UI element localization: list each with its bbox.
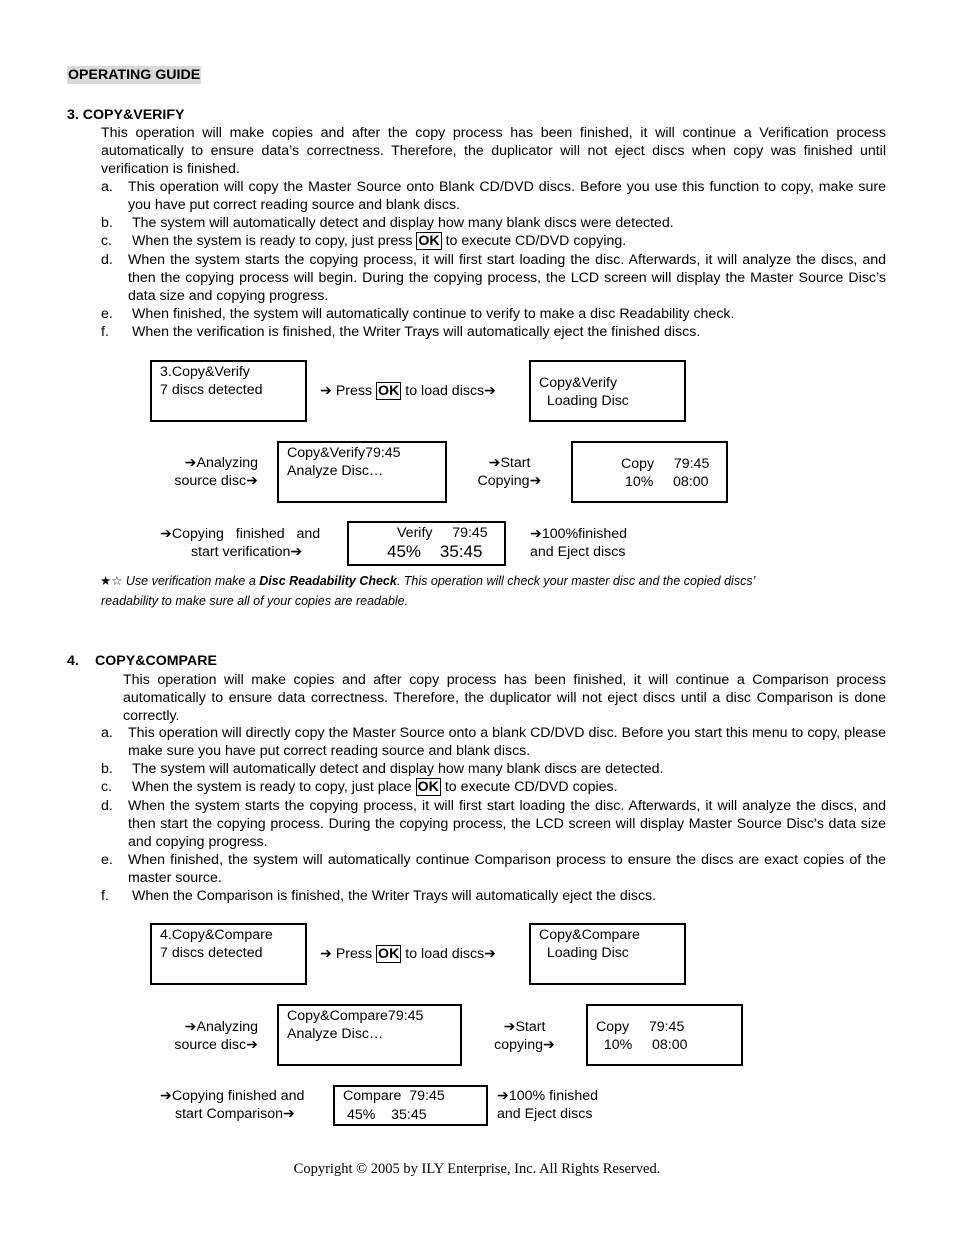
section-4-item-b: b. The system will automatically detect and display how many blank discs are detected. bbox=[101, 761, 664, 777]
section-4-title: COPY&COMPARE bbox=[95, 653, 217, 669]
flow-step-press-ok: ➔ Press OK to load discs➔ bbox=[320, 383, 497, 399]
section-4-item-c: c. When the system is ready to copy, just place OK to execute CD/DVD copies. bbox=[101, 779, 618, 795]
flow-step-start-copying: ➔Start copying➔ bbox=[494, 1019, 555, 1053]
lcd-screen-copy-progress: Copy 79:45 10% 08:00 bbox=[571, 441, 728, 503]
flow-step-start-comparison: ➔Copying finished and start Comparison➔ bbox=[160, 1088, 305, 1122]
lcd-screen-loading-disc: Copy&Compare Loading Disc bbox=[529, 923, 686, 985]
lcd-screen-copy-progress: Copy 79:45 10% 08:00 bbox=[586, 1004, 743, 1066]
page-title: OPERATING GUIDE bbox=[68, 67, 201, 83]
section-4-item-d: d. When the system starts the copying process, it will first start loading the disc. Afterwards, it will analyze the discs, and then start the copying process. During the copying process, the LCD screen will display Master Source Disc’s data size and copying progress. bbox=[101, 798, 886, 850]
lcd-screen-analyze-disc: Copy&Compare79:45 Analyze Disc… bbox=[277, 1004, 462, 1066]
flow-step-start-verification: ➔Copying finished and start verification➔ bbox=[160, 526, 321, 560]
star-icon: ★☆ bbox=[100, 574, 126, 588]
section-3-item-d: d. When the system starts the copying process, it will first start loading the disc. Afterwards, it will analyze the discs, and then the copying process will begin. During the copying process, the LCD screen will display the Master Source Disc’s data size and copying progress. bbox=[101, 252, 886, 304]
lcd-screen-verify-progress: Verify 79:45 45% 35:45 bbox=[347, 521, 506, 566]
flow-step-press-ok: ➔ Press OK to load discs➔ bbox=[320, 946, 497, 962]
flow-step-finished-eject: ➔100% finished and Eject discs bbox=[497, 1088, 599, 1122]
section-4-intro: This operation will make copies and after copy process has been finished, it will continue a Comparison process automatically to ensure data correctness. Therefore, the duplicator will not eject discs until a disc Comparison is done correctly. bbox=[123, 672, 886, 724]
section-3-item-c: c. When the system is ready to copy, just press OK to execute CD/DVD copying. bbox=[101, 233, 627, 249]
lcd-screen-copy-verify-menu: 3.Copy&Verify 7 discs detected bbox=[150, 360, 307, 422]
ok-key-label: OK bbox=[378, 946, 400, 962]
lcd-screen-loading-disc: Copy&Verify Loading Disc bbox=[529, 360, 686, 422]
section-3-item-e: e. When finished, the system will automatically continue to verify to make a disc Readability check. bbox=[101, 306, 735, 322]
section-3-item-a: a. This operation will copy the Master Source onto Blank CD/DVD discs. Before you use this function to copy, make sure you have put correct reading source and blank discs. bbox=[101, 179, 886, 213]
ok-key-label: OK bbox=[378, 383, 400, 399]
section-3-title: 3. COPY&VERIFY bbox=[67, 107, 185, 123]
lcd-screen-copy-compare-menu: 4.Copy&Compare 7 discs detected bbox=[150, 923, 307, 985]
flow-step-finished-eject: ➔100%finished and Eject discs bbox=[530, 526, 628, 560]
lcd-screen-compare-progress: Compare 79:45 45% 35:45 bbox=[333, 1085, 488, 1126]
ok-key-label: OK bbox=[417, 779, 439, 795]
section-3-item-f: f. When the verification is finished, the Writer Trays will automatically eject the finished discs. bbox=[101, 324, 701, 340]
verification-note-line-2: readability to make sure all of your copies are readable. bbox=[101, 594, 409, 608]
ok-key-label: OK bbox=[418, 233, 440, 249]
flow-step-analyzing: ➔Analyzing source disc➔ bbox=[174, 455, 258, 489]
section-4-item-f: f. When the Comparison is finished, the Writer Trays will automatically eject the discs. bbox=[101, 888, 657, 904]
flow-step-start-copying: ➔Start Copying➔ bbox=[477, 455, 542, 489]
section-4-number: 4. bbox=[67, 653, 79, 669]
section-4-item-a: a. This operation will directly copy the Master Source onto a blank CD/DVD disc. Before you start this menu to copy, please make sure you have put correct reading source and blank discs. bbox=[101, 725, 886, 759]
section-4-item-e: e. When finished, the system will automatically continue Comparison process to ensure the discs are exact copies of the master source. bbox=[101, 852, 886, 886]
lcd-screen-analyze-disc: Copy&Verify79:45 Analyze Disc… bbox=[277, 441, 447, 503]
flow-step-analyzing: ➔Analyzing source disc➔ bbox=[174, 1019, 258, 1053]
verification-note: ★☆ Use verification make a Disc Readability Check. This operation will check your master disc and the copied discs’ bbox=[100, 574, 756, 588]
copyright-footer: Copyright © 2005 by ILY Enterprise, Inc. All Rights Reserved. bbox=[293, 1161, 661, 1177]
section-3-intro: This operation will make copies and after the copy process has been finished, it will continue a Verification process automatically to ensure data’s correctness. Therefore, the duplicator will not eject discs when copy was finished until verification is finished. bbox=[101, 125, 886, 177]
section-3-item-b: b. The system will automatically detect and display how many blank discs were detected. bbox=[101, 215, 674, 231]
